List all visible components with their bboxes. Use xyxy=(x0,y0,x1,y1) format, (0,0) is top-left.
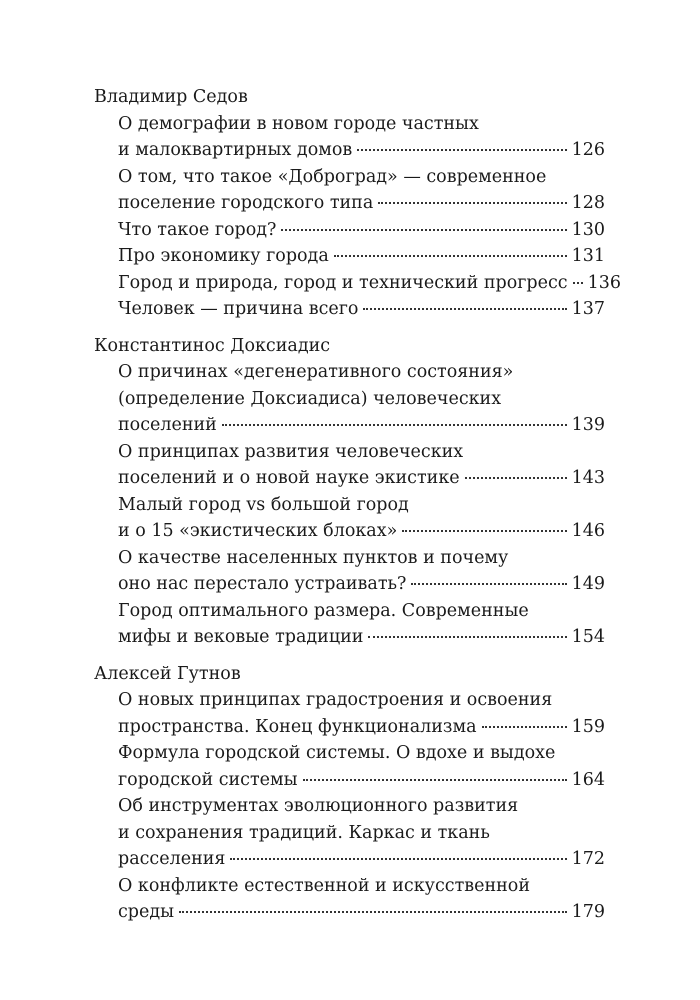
entry-title-line: и о 15 «экистических блоках» xyxy=(118,521,398,541)
entry-title-line: среды xyxy=(118,902,175,922)
entry-title-line: Город оптимального размера. Современные xyxy=(118,600,529,621)
dot-leader xyxy=(281,229,566,231)
page-number: 130 xyxy=(571,219,605,240)
dot-leader xyxy=(334,255,567,257)
entry-last-line xyxy=(118,465,605,492)
page-number: 159 xyxy=(571,716,605,737)
page-number: 146 xyxy=(571,521,605,541)
page-number: 164 xyxy=(571,769,605,790)
page-number: 126 xyxy=(571,140,605,160)
entry-last-line xyxy=(118,624,605,651)
entry-title-line: Человек — причина всего xyxy=(118,299,359,319)
toc-entry[interactable] xyxy=(118,545,605,598)
toc-entry[interactable] xyxy=(118,359,605,439)
entry-last-line xyxy=(118,571,605,598)
entry-title-line: расселения xyxy=(118,849,226,869)
entry-title-line: Малый город vs большой город xyxy=(118,494,409,515)
entry-last-line xyxy=(118,412,605,439)
toc-entry[interactable] xyxy=(118,111,605,164)
entry-title-line: О принципах развития человеческих xyxy=(118,441,464,462)
page-number: 136 xyxy=(587,272,621,293)
page-number: 149 xyxy=(571,574,605,594)
dot-leader xyxy=(230,858,566,860)
section-author: Алексей Гутнов xyxy=(94,663,241,684)
toc-entry[interactable] xyxy=(118,598,605,651)
entry-title-line: оно нас перестало устраивать? xyxy=(118,574,407,594)
dot-leader xyxy=(482,726,567,728)
entry-last-line xyxy=(118,243,605,270)
toc-entry[interactable] xyxy=(118,296,605,323)
dot-leader xyxy=(357,149,566,151)
entry-title-line: и сохранения традиций. Каркас и ткань xyxy=(118,822,490,843)
toc-section xyxy=(94,333,605,651)
page-number: 179 xyxy=(571,902,605,922)
entry-title-line: Об инструментах эволюционного развития xyxy=(118,796,519,816)
entry-title-line: О причинах «дегенеративного состояния» xyxy=(118,362,514,382)
entry-title-line: Про экономику города xyxy=(118,246,329,266)
dot-leader xyxy=(363,308,566,310)
toc-section xyxy=(94,661,605,926)
page-number: 137 xyxy=(571,299,605,319)
dot-leader xyxy=(573,282,583,284)
entry-title-line: поселение городского типа xyxy=(118,193,374,213)
page-number: 131 xyxy=(571,246,605,266)
entry-title-line: пространства. Конец функционализма xyxy=(118,716,477,737)
entry-last-line xyxy=(118,296,605,323)
toc-entry[interactable] xyxy=(118,492,605,545)
entry-last-line xyxy=(118,767,605,794)
dot-leader xyxy=(303,779,567,781)
entry-last-line xyxy=(118,714,605,741)
entry-title-line: мифы и вековые традиции xyxy=(118,627,364,647)
page-number: 139 xyxy=(571,415,605,435)
entry-last-line xyxy=(118,190,605,217)
toc-section xyxy=(94,84,621,323)
toc-entry[interactable] xyxy=(118,217,605,244)
entry-title-line: О конфликте естественной и искусственной xyxy=(118,875,530,896)
entry-last-line xyxy=(118,899,605,926)
entry-last-line xyxy=(118,518,605,545)
toc-entry[interactable] xyxy=(118,164,605,217)
entry-title-line: О новых принципах градостроения и освоения xyxy=(118,690,553,710)
table-of-contents xyxy=(94,84,621,936)
page-number: 154 xyxy=(571,627,605,647)
page-number: 143 xyxy=(571,468,605,488)
toc-entry[interactable] xyxy=(118,270,621,297)
entry-title-line: (определение Доксиадиса) человеческих xyxy=(118,388,502,409)
toc-entry[interactable] xyxy=(118,793,605,873)
toc-entry[interactable] xyxy=(118,243,605,270)
entry-title-line: Город и природа, город и технический прогресс xyxy=(118,272,568,293)
dot-leader xyxy=(465,477,567,479)
entry-title-line: О том, что такое «Доброград» — современное xyxy=(118,166,547,187)
dot-leader xyxy=(402,530,566,532)
dot-leader xyxy=(222,424,567,426)
entry-title-line: Что такое город? xyxy=(118,219,277,240)
entry-title-line: О демографии в новом городе частных xyxy=(118,113,479,134)
entry-title-line: поселений и о новой науке экистике xyxy=(118,468,460,488)
dot-leader xyxy=(368,636,566,638)
toc-entry[interactable] xyxy=(118,687,605,740)
entry-last-line xyxy=(118,217,605,244)
section-author: Владимир Седов xyxy=(94,87,248,107)
toc-entry[interactable] xyxy=(118,740,605,793)
dot-leader xyxy=(179,911,567,913)
dot-leader xyxy=(378,202,566,204)
dot-leader xyxy=(411,583,566,585)
entry-title-line: Формула городской системы. О вдохе и выдохе xyxy=(118,743,556,763)
entry-title-line: поселений xyxy=(118,415,217,435)
entry-last-line xyxy=(118,846,605,873)
entry-last-line xyxy=(118,137,605,164)
page-number: 128 xyxy=(571,193,605,213)
section-author: Константинос Доксиадис xyxy=(94,335,331,356)
entry-last-line xyxy=(118,270,621,297)
entry-title-line: О качестве населенных пунктов и почему xyxy=(118,547,509,568)
toc-entry[interactable] xyxy=(118,439,605,492)
entry-title-line: городской системы xyxy=(118,769,298,790)
toc-entry[interactable] xyxy=(118,873,605,926)
page-number: 172 xyxy=(571,849,605,869)
entry-title-line: и малоквартирных домов xyxy=(118,140,353,160)
